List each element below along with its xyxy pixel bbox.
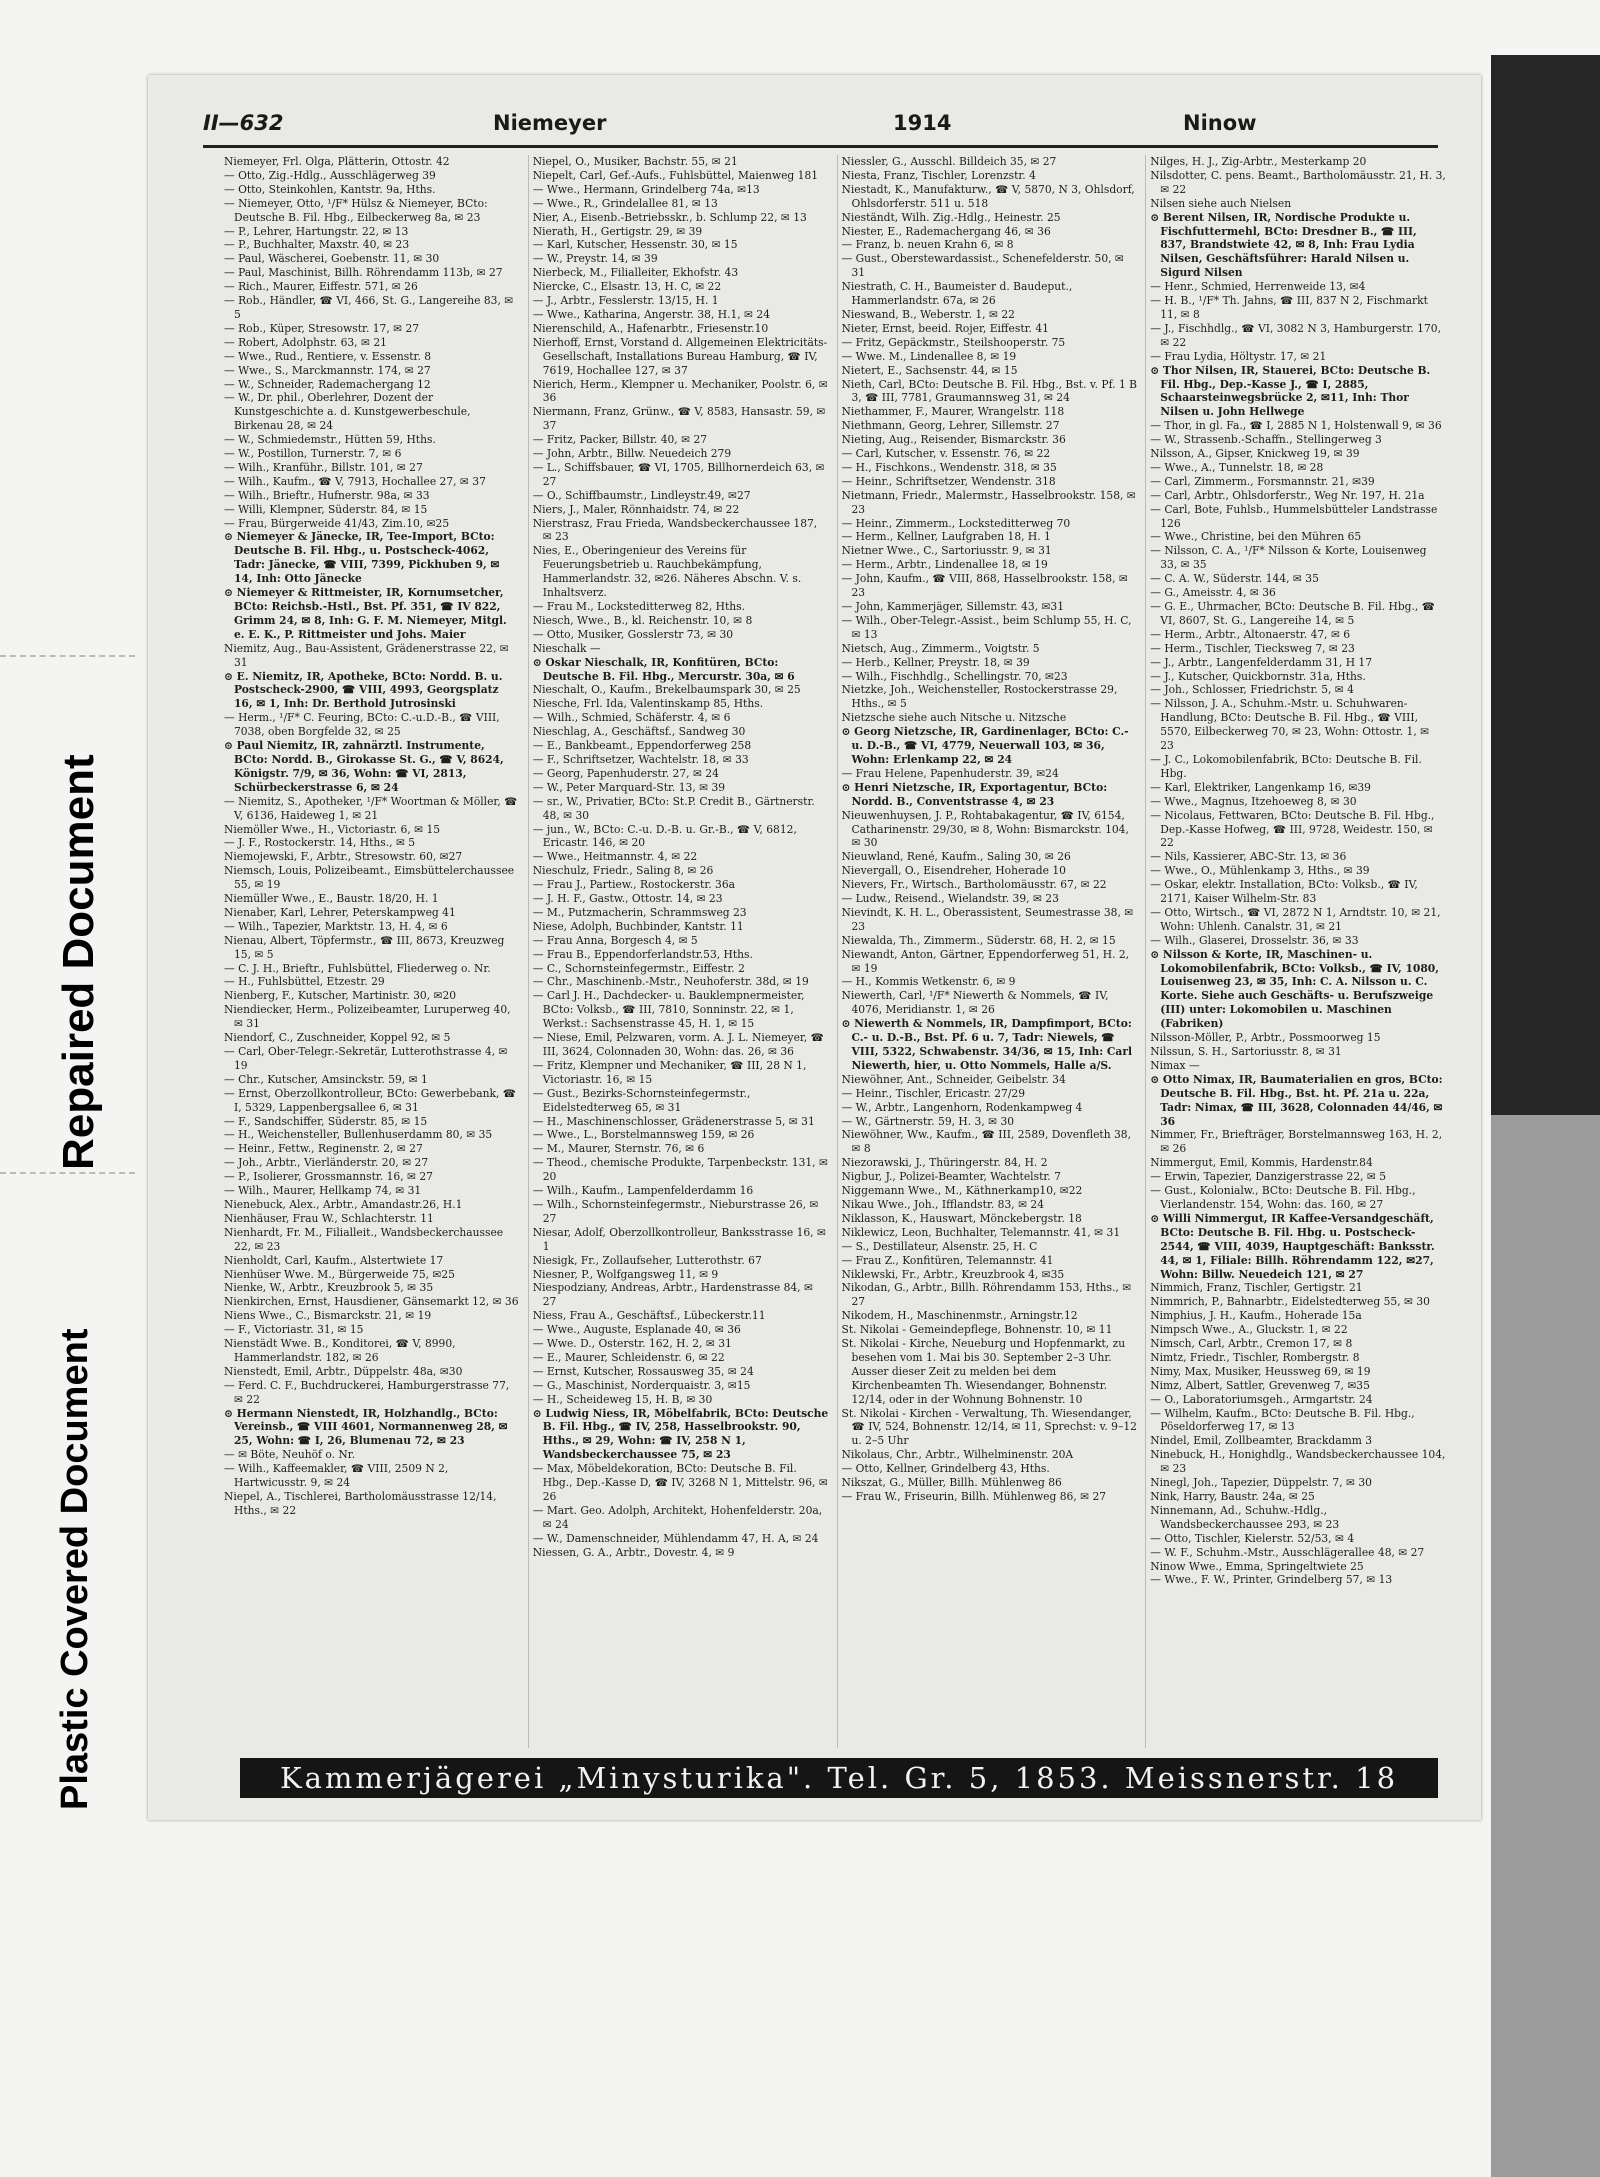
directory-entry: Nierstrasz, Frau Frieda, Wandsbeckerchaussee 187, ✉ 23 — [532, 516, 818, 544]
directory-entry: Nienebuck, Alex., Arbtr., Amandastr.26, H.1 — [224, 1197, 463, 1211]
directory-entry: Niesta, Franz, Tischler, Lorenzstr. 4 — [841, 168, 1036, 182]
directory-entry: ⊙ Georg Nietzsche, IR, Gardinenlager, BCto: C.- u. D.-B., ☎ VI, 4779, Neuerwall 103, ✉ 36, Wohn: Erlenkamp 22, ✉ 24 — [841, 725, 1129, 766]
directory-entry: — Fritz, Packer, Billstr. 40, ✉ 27 — [532, 433, 708, 447]
directory-entry: — Theod., chemische Produkte, Tarpenbeckstr. 131, ✉ 20 — [532, 1156, 828, 1184]
directory-entry: — Frau J., Partiew., Rostockerstr. 36a — [532, 878, 736, 892]
directory-entry: Nilsson, A., Gipser, Knickweg 19, ✉ 39 — [1150, 447, 1360, 461]
header-last-name: Ninow — [1183, 111, 1257, 135]
directory-entry: Niklewski, Fr., Arbtr., Kreuzbrook 4, ✉35 — [841, 1267, 1065, 1281]
directory-entry: — G., Ameisstr. 4, ✉ 36 — [1150, 586, 1276, 600]
directory-entry: — Wilh., Kaufm., ☎ V, 7913, Hochallee 27, ✉ 37 — [224, 474, 486, 488]
directory-entry: — Wwe., R., Grindelallee 81, ✉ 13 — [532, 196, 718, 210]
directory-entry: — Wilh., Kaufm., Lampenfelderdamm 16 — [532, 1184, 754, 1198]
directory-entry: ⊙ Thor Nilsen, IR, Stauerei, BCto: Deutsche B. Fil. Hbg., Dep.-Kasse J., ☎ I, 2885, Schaarsteinwegsbrücke 2, ✉11, Inh: Thor Nilsen u. John Hellwege — [1150, 363, 1431, 419]
directory-entry: — W., Schneider, Rademachergang 12 — [224, 377, 431, 391]
directory-entry: — Wilh., Glaserei, Drosselstr. 36, ✉ 33 — [1150, 933, 1359, 947]
directory-entry: — Paul, Wäscherei, Goebenstr. 11, ✉ 30 — [224, 252, 440, 266]
directory-entry: — S., Destillateur, Alsenstr. 25, H. C — [841, 1239, 1038, 1253]
directory-entry: Nieschulz, Friedr., Saling 8, ✉ 26 — [532, 864, 714, 878]
directory-entry: Nienau, Albert, Töpfermstr., ☎ III, 8673, Kreuzweg 15, ✉ 5 — [224, 933, 505, 961]
directory-entry: — Henr., Schmied, Herrenweide 13, ✉4 — [1150, 280, 1366, 294]
directory-entry: — Niemeyer, Otto, ¹/F* Hülsz & Niemeyer, BCto: Deutsche B. Fil. Hbg., Eilbeckerweg 8a, ✉ 23 — [224, 196, 488, 224]
directory-entry: — Carl, Ober-Telegr.-Sekretär, Lutterothstrasse 4, ✉ 19 — [224, 1045, 508, 1072]
directory-entry: Nietzsche siehe auch Nitsche u. Nitzsche — [841, 711, 1067, 725]
directory-entry: ⊙ Otto Nimax, IR, Baumaterialien en gros, BCto: Deutsche B. Fil. Hbg., Bst. ht. Pf. 21a u. 22a, Tadr: Nimax, ☎ III, 3628, Colonnaden 44/46, ✉ 36 — [1150, 1072, 1443, 1128]
directory-entry: Nietsch, Aug., Zimmerm., Voigtstr. 5 — [841, 641, 1040, 655]
directory-entry: — H., Maschinenschlosser, Grädenerstrasse 5, ✉ 31 — [532, 1114, 815, 1128]
directory-entry: Nieständt, Wilh. Zig.-Hdlg., Heinestr. 25 — [841, 210, 1061, 224]
directory-entry: Niklasson, K., Hauswart, Mönckebergstr. 18 — [841, 1211, 1082, 1225]
directory-entry: — Heinr., Zimmerm., Locksteditterweg 70 — [841, 516, 1071, 530]
directory-entry: Niepel, O., Musiker, Bachstr. 55, ✉ 21 — [532, 155, 738, 168]
directory-entry: Nilges, H. J., Zig-Arbtr., Mesterkamp 20 — [1150, 155, 1367, 168]
directory-entry: Nieswand, B., Weberstr. 1, ✉ 22 — [841, 307, 1015, 321]
directory-entry: Niezorawski, J., Thüringerstr. 84, H. 2 — [841, 1156, 1048, 1170]
directory-entry: Nienholdt, Carl, Kaufm., Alstertwiete 17 — [224, 1253, 444, 1267]
directory-entry: — Herm., Arbtr., Lindenallee 18, ✉ 19 — [841, 558, 1048, 572]
directory-entry: Nimpsch Wwe., A., Gluckstr. 1, ✉ 22 — [1150, 1323, 1348, 1337]
directory-entry: Nieschlag, A., Geschäftsf., Sandweg 30 — [532, 725, 746, 739]
directory-entry: — Wwe., Auguste, Esplanade 40, ✉ 36 — [532, 1323, 741, 1337]
directory-entry: — Thor, in gl. Fa., ☎ I, 2885 N 1, Holstenwall 9, ✉ 36 — [1150, 419, 1442, 433]
directory-entry: Nindel, Emil, Zollbeamter, Brackdamm 3 — [1150, 1434, 1373, 1448]
directory-entry: — Wwe. D., Osterstr. 162, H. 2, ✉ 31 — [532, 1337, 732, 1351]
directory-entry: — W., Postillon, Turnerstr. 7, ✉ 6 — [224, 447, 402, 461]
directory-entry: Niesner, P., Wolfgangsweg 11, ✉ 9 — [532, 1267, 719, 1281]
directory-entry: — Ernst, Kutscher, Rossausweg 35, ✉ 24 — [532, 1364, 754, 1378]
column-4 — [1145, 155, 1446, 1748]
directory-entry: — Ferd. C. F., Buchdruckerei, Hamburgerstrasse 77, ✉ 22 — [224, 1378, 510, 1406]
directory-entry: — H., Fuhlsbüttel, Etzestr. 29 — [224, 975, 385, 989]
directory-entry: Nimtz, Friedr., Tischler, Rombergstr. 8 — [1150, 1350, 1360, 1364]
directory-entry: Nimmich, Franz, Tischler, Gertigstr. 21 — [1150, 1281, 1363, 1295]
directory-entry: — W., Damenschneider, Mühlendamm 47, H. A, ✉ 24 — [532, 1531, 819, 1545]
directory-entry: Ninow Wwe., Emma, Springeltwiete 25 — [1150, 1559, 1364, 1573]
directory-entry: — M., Putzmacherin, Schrammsweg 23 — [532, 905, 747, 919]
directory-entry: Nigbur, J., Polizei-Beamter, Wachtelstr. 7 — [841, 1170, 1061, 1184]
directory-entry: — Gust., Kolonialw., BCto: Deutsche B. Fil. Hbg., Vierlandenstr. 154, Wohn: das. 160, ✉ 27 — [1150, 1184, 1416, 1211]
running-header — [203, 105, 1438, 148]
directory-entry: — Robert, Adolphstr. 63, ✉ 21 — [224, 335, 387, 349]
directory-entry: Nimsch, Carl, Arbtr., Cremon 17, ✉ 8 — [1150, 1337, 1353, 1351]
directory-entry: Nienstedt, Emil, Arbtr., Düppelstr. 48a, ✉30 — [224, 1364, 463, 1378]
directory-entry: — Frau M., Locksteditterweg 82, Hths. — [532, 600, 746, 613]
directory-entry: — Heinr., Tischler, Ericastr. 27/29 — [841, 1086, 1026, 1100]
directory-entry: — J., Arbtr., Fesslerstr. 13/15, H. 1 — [532, 294, 719, 308]
directory-entry: — Wilh., Tapezier, Marktstr. 13, H. 4, ✉ 6 — [224, 919, 448, 933]
directory-entry: — Chr., Maschinenb.-Mstr., Neuhoferstr. 38d, ✉ 19 — [532, 975, 809, 989]
directory-entry: — W., Peter Marquard-Str. 13, ✉ 39 — [532, 780, 726, 794]
directory-entry: Niggemann Wwe., M., Käthnerkamp10, ✉22 — [841, 1184, 1083, 1198]
directory-entry: Nimmergut, Emil, Kommis, Hardenstr.84 — [1150, 1156, 1373, 1170]
directory-entry: Nilssun, S. H., Sartoriusstr. 8, ✉ 31 — [1150, 1045, 1342, 1058]
directory-entry: — Erwin, Tapezier, Danzigerstrasse 22, ✉ 5 — [1150, 1170, 1387, 1184]
directory-entry: — F., Sandschiffer, Süderstr. 85, ✉ 15 — [224, 1114, 428, 1128]
directory-entry: — W., Dr. phil., Oberlehrer, Dozent der Kunstgeschichte a. d. Kunstgewerbeschule, Birkenau 28, ✉ 24 — [224, 391, 471, 433]
header-first-name: Niemeyer — [493, 111, 607, 135]
directory-entry: — Wwe., Magnus, Itzehoeweg 8, ✉ 30 — [1150, 794, 1357, 808]
directory-entry: Nienhäuser, Frau W., Schlachterstr. 11 — [224, 1211, 434, 1225]
directory-entry: Niepel, A., Tischlerei, Bartholomäusstrasse 12/14, Hths., ✉ 22 — [224, 1490, 497, 1517]
directory-entry: — Nicolaus, Fettwaren, BCto: Deutsche B. Fil. Hbg., Dep.-Kasse Hofweg, ☎ III, 9728, Weidestr. 150, ✉ 22 — [1150, 808, 1435, 850]
directory-entry: Niermann, Franz, Grünw., ☎ V, 8583, Hansastr. 59, ✉ 37 — [532, 405, 826, 433]
directory-entry: — Niese, Emil, Pelzwaren, vorm. A. J. L. Niemeyer, ☎ III, 3624, Colonnaden 30, Wohn: das. 26, ✉ 36 — [532, 1031, 824, 1058]
directory-entry: — J. H. F., Gastw., Ottostr. 14, ✉ 23 — [532, 892, 723, 906]
directory-entry: — Herm., Kellner, Laufgraben 18, H. 1 — [841, 530, 1051, 544]
directory-entry: — H., Fischkons., Wendenstr. 318, ✉ 35 — [841, 460, 1057, 474]
directory-entry: — C. J. H., Brieftr., Fuhlsbüttel, Fliederweg o. Nr. — [224, 961, 491, 975]
directory-entry: — F., Schriftsetzer, Wachtelstr. 18, ✉ 33 — [532, 752, 749, 766]
directory-entry: — Herm., ¹/F* C. Feuring, BCto: C.-u.D.-B., ☎ VIII, 7038, oben Borgfelde 32, ✉ 25 — [224, 711, 500, 739]
directory-entry: ⊙ Hermann Nienstedt, IR, Holzhandlg., BCto: Vereinsb., ☎ VIII 4601, Normannenweg 28, ✉ 25, Wohn: ☎ I, 26, Blumenau 72, ✉ 23 — [224, 1406, 508, 1448]
directory-entry: — John, Arbtr., Billw. Neuedeich 279 — [532, 447, 732, 461]
directory-entry: Nietzke, Joh., Weichensteller, Rostockerstrasse 29, Hths., ✉ 5 — [841, 683, 1118, 711]
directory-entry: — Wwe., Rud., Rentiere, v. Essenstr. 8 — [224, 349, 432, 363]
directory-entry: Niewöhner, Ant., Schneider, Geibelstr. 34 — [841, 1072, 1066, 1086]
directory-entry: — Oskar, elektr. Installation, BCto: Volksb., ☎ IV, 2171, Kaiser Wilhelm-Str. 83 — [1150, 878, 1418, 906]
directory-entry: — Chr., Kutscher, Amsinckstr. 59, ✉ 1 — [224, 1072, 428, 1086]
directory-entry: — Otto, Tischler, Kielerstr. 52/53, ✉ 4 — [1150, 1531, 1355, 1545]
directory-entry: Nieting, Aug., Reisender, Bismarckstr. 36 — [841, 433, 1066, 447]
directory-entry: Niendiecker, Herm., Polizeibeamter, Luruperweg 40, ✉ 31 — [224, 1003, 511, 1031]
directory-entry: — Carl J. H., Dachdecker- u. Bauklempnermeister, BCto: Volksb., ☎ III, 7810, Sonninstr. 22, ✉ 1, Werkst.: Sachsenstrasse 45, H. 1, ✉ 15 — [532, 989, 805, 1031]
directory-entry: — Ludw., Reisend., Wielandstr. 39, ✉ 23 — [841, 892, 1059, 906]
directory-page — [148, 75, 1481, 1820]
directory-entry: — Wilh., Schmied, Schäferstr. 4, ✉ 6 — [532, 711, 731, 725]
directory-entry: — Wilh., Fischhdlg., Schellingstr. 70, ✉23 — [841, 669, 1068, 683]
directory-entry: — Rich., Maurer, Eiffestr. 571, ✉ 26 — [224, 280, 418, 294]
directory-entry: — Wwe., Christine, bei den Mühren 65 — [1150, 530, 1362, 544]
directory-entry: — Carl, Kutscher, v. Essenstr. 76, ✉ 22 — [841, 447, 1051, 461]
directory-entry: Nimy, Max, Musiker, Heussweg 69, ✉ 19 — [1150, 1364, 1371, 1378]
directory-entry: — Franz, b. neuen Krahn 6, ✉ 8 — [841, 238, 1014, 252]
directory-entry: ⊙ Willi Nimmergut, IR Kaffee-Versandgeschäft, BCto: Deutsche B. Fil. Hbg. u. Postscheck-2544, ☎ VIII, 4039, Hauptgeschäft: Banksstr. 44, ✉ 1, Filiale: Billh. Röhrendamm 122, ✉27, Wohn: Billw. Neuedeich 121, ✉ 27 — [1150, 1211, 1435, 1281]
directory-entry: — Frau Lydia, Höltystr. 17, ✉ 21 — [1150, 349, 1327, 363]
directory-entry: — C. A. W., Süderstr. 144, ✉ 35 — [1150, 572, 1319, 586]
directory-entry: Niese, Adolph, Buchbinder, Kantstr. 11 — [532, 919, 744, 933]
directory-entry: Nienberg, F., Kutscher, Martinistr. 30, ✉20 — [224, 989, 457, 1003]
directory-entry: — Gust., Oberstewardassist., Schenefelderstr. 50, ✉ 31 — [841, 252, 1124, 280]
directory-entry: — Wilh., Ober-Telegr.-Assist., beim Schlump 55, H. C, ✉ 13 — [841, 613, 1132, 641]
directory-entry: Nilsen siehe auch Nielsen — [1150, 196, 1292, 210]
directory-entry: ⊙ Niemeyer & Jänecke, IR, Tee-Import, BCto: Deutsche B. Fil. Hbg., u. Postscheck-4062, Tadr: Jänecke, ☎ VIII, 7399, Pickhuben 9, ✉ 14, Inh: Otto Jänecke — [224, 530, 500, 586]
directory-entry: — W., Arbtr., Langenhorn, Rodenkampweg 4 — [841, 1100, 1083, 1114]
directory-entry: Niesigk, Fr., Zollaufseher, Lutterothstr. 67 — [532, 1253, 762, 1267]
directory-entry: — Gust., Bezirks-Schornsteinfegermstr., Eidelstedterweg 65, ✉ 31 — [532, 1086, 751, 1114]
directory-entry: Nienkirchen, Ernst, Hausdiener, Gänsemarkt 12, ✉ 36 — [224, 1295, 519, 1309]
directory-entry: — Frau, Bürgerweide 41/43, Zim.10, ✉25 — [224, 516, 450, 530]
directory-entry: — Otto, Kellner, Grindelberg 43, Hths. — [841, 1462, 1050, 1476]
directory-entry: — M., Maurer, Sternstr. 76, ✉ 6 — [532, 1142, 705, 1156]
directory-entry: — G., Maschinist, Norderquaistr. 3, ✉15 — [532, 1378, 751, 1392]
directory-entry: Ninnemann, Ad., Schuhw.-Hdlg., Wandsbeckerchaussee 293, ✉ 23 — [1150, 1503, 1340, 1531]
directory-entry: Nienstädt Wwe. B., Konditorei, ☎ V, 8990, Hammerlandstr. 182, ✉ 26 — [224, 1337, 456, 1364]
directory-entry: — Wilh., Kaffeemakler, ☎ VIII, 2509 N 2, Hartwicusstr. 9, ✉ 24 — [224, 1462, 449, 1490]
directory-entry: Niewöhner, Ww., Kaufm., ☎ III, 2589, Dovenfleth 38, ✉ 8 — [841, 1128, 1132, 1156]
directory-entry: Nimmrich, P., Bahnarbtr., Eidelstedterweg 55, ✉ 30 — [1150, 1295, 1430, 1309]
repaired-document-label: Repaired Document — [54, 754, 103, 1170]
directory-entry: St. Nikolai - Kirche, Neueburg und Hopfenmarkt, zu besehen vom 1. Mai bis 30. September 2–3 Uhr. Ausser dieser Zeit zu melden bei dem Kirchenbeamten Th. Wiesendanger, Bohnenstr. 12/14, oder in der Wohnung Bohnenstr. 10 — [841, 1337, 1126, 1406]
directory-entry: — sr., W., Privatier, BCto: St.P. Credit B., Gärtnerstr. 48, ✉ 30 — [532, 794, 815, 822]
directory-entry: Nienke, W., Arbtr., Kreuzbrook 5, ✉ 35 — [224, 1281, 434, 1295]
directory-entry: Niester, E., Rademachergang 46, ✉ 36 — [841, 224, 1051, 238]
directory-entry: Niewalda, Th., Zimmerm., Süderstr. 68, H. 2, ✉ 15 — [841, 933, 1116, 947]
directory-entry: — Carl, Bote, Fuhlsb., Hummelsbütteler Landstrasse 126 — [1150, 502, 1438, 530]
directory-entry: ⊙ Paul Niemitz, IR, zahnärztl. Instrumente, BCto: Nordd. B., Girokasse St. G., ☎ V, 8624, Königstr. 7/9, ✉ 36, Wohn: ☎ VI, 2813, Schürbeckerstrasse 6, ✉ 24 — [224, 739, 504, 794]
directory-entry: — ✉ Böte, Neuhöf o. Nr. — [224, 1448, 356, 1462]
directory-entry: — Frau Z., Konfitüren, Telemannstr. 41 — [841, 1253, 1054, 1267]
directory-entry: — Fritz, Gepäckmstr., Steilshooperstr. 75 — [841, 335, 1066, 349]
directory-entry: Niemitz, Aug., Bau-Assistent, Grädenerstrasse 22, ✉ 31 — [224, 641, 509, 669]
directory-entry: Nievergall, O., Eisendreher, Hoherade 10 — [841, 864, 1066, 878]
directory-entry: — Ernst, Oberzollkontrolleur, BCto: Gewerbebank, ☎ I, 5329, Lappenbergsallee 6, ✉ 31 — [224, 1086, 517, 1114]
directory-entry: — H., Scheideweg 15, H. B, ✉ 30 — [532, 1392, 713, 1406]
directory-entry: Niesche, Frl. Ida, Valentinskamp 85, Hths. — [532, 697, 764, 711]
directory-entry: — F., Victoriastr. 31, ✉ 15 — [224, 1323, 364, 1337]
directory-entry: Nienhardt, Fr. M., Filialleit., Wandsbeckerchaussee 22, ✉ 23 — [224, 1225, 504, 1253]
directory-entry: Nikszat, G., Müller, Billh. Mühlenweg 86 — [841, 1476, 1062, 1490]
directory-entry: Nies, E., Oberingenieur des Vereins für Feuerungsbetrieb u. Rauchbekämpfung, Hammerlandstr. 32, ✉26. Näheres Abschn. V. s. Inhaltsverz. — [532, 544, 802, 600]
directory-entry: — Wwe., Katharina, Angerstr. 38, H.1, ✉ 24 — [532, 307, 771, 321]
directory-entry: Nieuwenhuysen, J. P., Rohtabakagentur, ☎ IV, 6154, Catharinenstr. 29/30, ✉ 8, Wohn: Bismarckstr. 104, ✉ 30 — [841, 808, 1129, 850]
directory-entry: ⊙ Nilsson & Korte, IR, Maschinen- u. Lokomobilenfabrik, BCto: Volksb., ☎ IV, 1080, Louisenweg 23, ✉ 35, Inh: C. A. Nilsson u. C. Korte. Siehe auch Geschäfts- u. Berufszweige (III) unter: Lokomobilen u. Maschinen (Fabriken) — [1150, 947, 1439, 1031]
directory-entry: Nimmer, Fr., Briefträger, Borstelmannsweg 163, H. 2, ✉ 26 — [1150, 1128, 1443, 1156]
directory-entry: Nieschalk — — [532, 641, 601, 655]
directory-entry: Nietmann, Friedr., Malermstr., Hasselbrookstr. 158, ✉ 23 — [841, 488, 1136, 516]
directory-entry: ⊙ Oskar Nieschalk, IR, Konfitüren, BCto: Deutsche B. Fil. Hbg., Mercurstr. 30a, ✉ 6 — [532, 655, 795, 683]
directory-entry: — Wwe., Heitmannstr. 4, ✉ 22 — [532, 850, 698, 864]
directory-entry: Niestadt, K., Manufakturw., ☎ V, 5870, N 3, Ohlsdorf, Ohlsdorferstr. 511 u. 518 — [841, 182, 1135, 210]
directory-entry: Nilsdotter, C. pens. Beamt., Bartholomäusstr. 21, H. 3, ✉ 22 — [1150, 168, 1446, 196]
directory-entry: ⊙ Ludwig Niess, IR, Möbelfabrik, BCto: Deutsche B. Fil. Hbg., ☎ IV, 258, Hasselbrookstr. 90, Hths., ✉ 29, Wohn: ☎ IV, 258 N 1, Wandsbeckerchaussee 75, ✉ 23 — [532, 1406, 829, 1462]
directory-entry: Niens Wwe., C., Bismarckstr. 21, ✉ 19 — [224, 1309, 432, 1323]
scan-edge-dark — [1491, 55, 1600, 1115]
directory-entry: Nierath, H., Gertigstr. 29, ✉ 39 — [532, 224, 703, 238]
directory-entry: — P., Buchhalter, Maxstr. 40, ✉ 23 — [224, 238, 410, 252]
directory-entry: — W., Preystr. 14, ✉ 39 — [532, 252, 658, 266]
directory-entry: — Joh., Arbtr., Vierländerstr. 20, ✉ 27 — [224, 1156, 429, 1170]
directory-entry: — Carl, Arbtr., Ohlsdorferstr., Weg Nr. 197, H. 21a — [1150, 488, 1425, 502]
directory-entry: — Herm., Tischler, Tiecksweg 7, ✉ 23 — [1150, 641, 1355, 655]
directory-entry: Nilsson-Möller, P., Arbtr., Possmoorweg 15 — [1150, 1031, 1381, 1045]
directory-entry: — Karl, Elektriker, Langenkamp 16, ✉39 — [1150, 780, 1371, 794]
directory-entry: Nimax — — [1150, 1058, 1200, 1072]
directory-entry: Nierenschild, A., Hafenarbtr., Friesenstr.10 — [532, 321, 769, 335]
directory-entry: Nikodem, H., Maschinenmstr., Arningstr.12 — [841, 1309, 1078, 1323]
directory-entry: Niesch, Wwe., B., kl. Reichenstr. 10, ✉ 8 — [532, 613, 753, 627]
directory-entry: Nier, A., Eisenb.-Betriebsskr., b. Schlump 22, ✉ 13 — [532, 210, 807, 224]
directory-entry: — Frau W., Friseurin, Billh. Mühlenweg 86, ✉ 27 — [841, 1490, 1107, 1503]
directory-entry: — Georg, Papenhuderstr. 27, ✉ 24 — [532, 766, 719, 780]
directory-entry: Nierhoff, Ernst, Vorstand d. Allgemeinen Elektricitäts-Gesellschaft, Installations Bureau Hamburg, ☎ IV, 7619, Hochallee 127, ✉ 37 — [532, 335, 828, 377]
directory-entry: Niemöller Wwe., H., Victoriastr. 6, ✉ 15 — [224, 822, 441, 836]
scan-edge-grey — [1491, 1115, 1600, 2177]
directory-entry: Niemeyer, Frl. Olga, Plätterin, Ottostr. 42 — [224, 155, 450, 168]
directory-entry: — Wwe., L., Borstelmannsweg 159, ✉ 26 — [532, 1128, 755, 1142]
header-year: 1914 — [893, 111, 952, 135]
directory-entry: Niessen, G. A., Arbtr., Dovestr. 4, ✉ 9 — [532, 1545, 735, 1559]
directory-entry: — Max, Möbeldekoration, BCto: Deutsche B. Fil. Hbg., Dep.-Kasse D, ☎ IV, 3268 N 1, Mittelstr. 96, ✉ 26 — [532, 1462, 828, 1503]
directory-entry: — W. F., Schuhm.-Mstr., Ausschlägerallee 48, ✉ 27 — [1150, 1545, 1425, 1559]
directory-entry: Niestrath, C. H., Baumeister d. Baudeput., Hammerlandstr. 67a, ✉ 26 — [841, 280, 1073, 308]
directory-entry: ⊙ Berent Nilsen, IR, Nordische Produkte u. Fischfuttermehl, BCto: Dresdner B., ☎ III, 837, Brandstwiete 42, ✉ 8, Inh: Frau Lydia Nilsen, Geschäftsführer: Harald Nilsen u. Sigurd Nilsen — [1150, 210, 1417, 280]
directory-entry: — Frau Anna, Borgesch 4, ✉ 5 — [532, 933, 698, 947]
directory-entry: ⊙ Niemeyer & Rittmeister, IR, Kornumsetcher, BCto: Reichsb.-Hstl., Bst. Pf. 351, ☎ IV 822, Grimm 24, ✉ 8, Inh: G. F. M. Niemeyer, Mitgl. e. E. K., P. Rittmeister und Johs. Maier — [224, 586, 507, 641]
directory-entry: Niklewicz, Leon, Buchhalter, Telemannstr. 41, ✉ 31 — [841, 1225, 1121, 1239]
directory-entry: Niesar, Adolf, Oberzollkontrolleur, Banksstrasse 16, ✉ 1 — [532, 1225, 826, 1253]
directory-entry: Nierbeck, M., Filialleiter, Ekhofstr. 43 — [532, 266, 739, 280]
directory-entry: — Wilh., Brieftr., Hufnerstr. 98a, ✉ 33 — [224, 488, 430, 502]
directory-entry: — Otto, Musiker, Gosslerstr 73, ✉ 30 — [532, 627, 734, 641]
directory-entry: — John, Kammerjäger, Sillemstr. 43, ✉31 — [841, 600, 1064, 613]
directory-entry: Niendorf, C., Zuschneider, Koppel 92, ✉ 5 — [224, 1031, 451, 1045]
directory-entry: — Willi, Klempner, Süderstr. 84, ✉ 15 — [224, 502, 428, 516]
divider-dashed-top — [0, 655, 135, 657]
directory-entry: — Nilsson, C. A., ¹/F* Nilsson & Korte, Louisenweg 33, ✉ 35 — [1150, 544, 1427, 572]
directory-entry: Nieschalt, O., Kaufm., Brekelbaumspark 30, ✉ 25 — [532, 683, 801, 697]
directory-entry: — Wwe., F. W., Printer, Grindelberg 57, ✉ 13 — [1150, 1573, 1393, 1587]
directory-entry: — W., Schmiedemstr., Hütten 59, Hths. — [224, 433, 436, 447]
directory-entry: — Wilh., Maurer, Hellkamp 74, ✉ 31 — [224, 1184, 422, 1198]
directory-entry: — Frau B., Eppendorferlandstr.53, Hths. — [532, 947, 753, 961]
directory-entry: Niemüller Wwe., E., Baustr. 18/20, H. 1 — [224, 892, 439, 906]
directory-entry: Nimphius, J. H., Kaufm., Hoherade 15a — [1150, 1309, 1362, 1323]
directory-entry: — Carl, Zimmerm., Forsmannstr. 21, ✉39 — [1150, 474, 1375, 488]
directory-entry: Niemojewski, F., Arbtr., Stresowstr. 60, ✉27 — [224, 850, 463, 864]
directory-entry: — Otto, Steinkohlen, Kantstr. 9a, Hths. — [224, 182, 436, 196]
directory-entry: Niess, Frau A., Geschäftsf., Lübeckerstr.11 — [532, 1309, 766, 1323]
directory-entry: Nievers, Fr., Wirtsch., Bartholomäusstr. 67, ✉ 22 — [841, 878, 1107, 892]
directory-entry: — O., Laboratoriumsgeh., Armgartstr. 24 — [1150, 1392, 1373, 1406]
page-number: II—632 — [203, 111, 284, 135]
directory-entry: — C., Schornsteinfegermstr., Eiffestr. 2 — [532, 961, 745, 975]
directory-entry: St. Nikolai - Gemeindepflege, Bohnenstr. 10, ✉ 11 — [841, 1323, 1113, 1337]
directory-entry: St. Nikolai - Kirchen - Verwaltung, Th. Wiesendanger, ☎ IV, 524, Bohnenstr. 12/14, ✉ 11, Sprechst: v. 9–12 u. 2–5 Uhr — [841, 1406, 1137, 1448]
directory-entry: — Mart. Geo. Adolph, Architekt, Hohenfelderstr. 20a, ✉ 24 — [532, 1503, 823, 1531]
directory-entry: — Nilsson, J. A., Schuhm.-Mstr. u. Schuhwaren-Handlung, BCto: Deutsche B. Fil. Hbg., ☎ VIII, 5570, Eilbeckerweg 70, ✉ 23, Wohn: Ottostr. 1, ✉ 23 — [1150, 697, 1430, 753]
directory-entry: — Wwe., A., Tunnelstr. 18, ✉ 28 — [1150, 460, 1324, 474]
directory-entry: — O., Schiffbaumstr., Lindleystr.49, ✉27 — [532, 488, 751, 502]
directory-entry: — Karl, Kutscher, Hessenstr. 30, ✉ 15 — [532, 238, 738, 252]
directory-entry: — J. F., Rostockerstr. 14, Hths., ✉ 5 — [224, 836, 416, 850]
directory-entry: — Joh., Schlosser, Friedrichstr. 5, ✉ 4 — [1150, 683, 1354, 697]
directory-entry: Ninegl, Joh., Tapezier, Düppelstr. 7, ✉ 30 — [1150, 1476, 1372, 1490]
column-3 — [837, 155, 1138, 1748]
directory-entry: Nimz, Albert, Sattler, Grevenweg 7, ✉35 — [1150, 1378, 1370, 1392]
column-2 — [528, 155, 829, 1748]
directory-entry: — Otto, Wirtsch., ☎ VI, 2872 N 1, Arndtstr. 10, ✉ 21, Wohn: Uhlenh. Canalstr. 31, ✉ 21 — [1150, 905, 1441, 933]
directory-entry: — Wilh., Kranführ., Billstr. 101, ✉ 27 — [224, 460, 423, 474]
directory-entry: Niespodziany, Andreas, Arbtr., Hardenstrasse 84, ✉ 27 — [532, 1281, 813, 1309]
directory-entry: Nievindt, K. H. L., Oberassistent, Seumestrasse 38, ✉ 23 — [841, 905, 1134, 933]
directory-entry: — H. B., ¹/F* Th. Jahns, ☎ III, 837 N 2, Fischmarkt 11, ✉ 8 — [1150, 294, 1428, 321]
directory-entry: Niercke, C., Elsastr. 13, H. C, ✉ 22 — [532, 280, 722, 294]
directory-entry: Niethmann, Georg, Lehrer, Sillemstr. 27 — [841, 419, 1060, 433]
directory-entry: — jun., W., BCto: C.-u. D.-B. u. Gr.-B., ☎ V, 6812, Ericastr. 146, ✉ 20 — [532, 822, 797, 850]
directory-entry: Nieter, Ernst, beeid. Rojer, Eiffestr. 41 — [841, 321, 1049, 335]
advert-banner: Kammerjägerei „Minysturika". Tel. Gr. 5, 1853. Meissnerstr. 18 — [240, 1758, 1438, 1798]
directory-entry: Niewerth, Carl, ¹/F* Niewerth & Nommels, ☎ IV, 4076, Meridianstr. 1, ✉ 26 — [841, 989, 1109, 1017]
directory-entry: — Nils, Kassierer, ABC-Str. 13, ✉ 36 — [1150, 850, 1347, 864]
directory-entry: ⊙ E. Niemitz, IR, Apotheke, BCto: Nordd. B. u. Postscheck-2900, ☎ VIII, 4993, Georgsplatz 16, ✉ 1, Inh: Dr. Berthold Jutrosinski — [224, 669, 503, 711]
directory-entry: — Herm., Arbtr., Altonaerstr. 47, ✉ 6 — [1150, 627, 1351, 641]
directory-entry: — Wilhelm, Kaufm., BCto: Deutsche B. Fil. Hbg., Pöseldorferweg 17, ✉ 13 — [1150, 1406, 1415, 1434]
directory-entry: Nienaber, Karl, Lehrer, Peterskampweg 41 — [224, 905, 456, 919]
directory-entry: — Wwe., Hermann, Grindelberg 74a, ✉13 — [532, 182, 760, 196]
directory-entry: — Wwe., S., Marckmannstr. 174, ✉ 27 — [224, 363, 431, 377]
directory-entry: — W., Gärtnerstr. 59, H. 3, ✉ 30 — [841, 1114, 1015, 1128]
directory-entry: Nikolaus, Chr., Arbtr., Wilhelminenstr. 20A — [841, 1448, 1074, 1462]
directory-entry: — J., Fischhdlg., ☎ VI, 3082 N 3, Hamburgerstr. 170, ✉ 22 — [1150, 321, 1441, 349]
directory-entry: — Fritz, Klempner und Mechaniker, ☎ III, 28 N 1, Victoriastr. 16, ✉ 15 — [532, 1058, 807, 1086]
directory-entry: — Rob., Händler, ☎ VI, 466, St. G., Langereihe 83, ✉ 5 — [224, 294, 514, 321]
directory-entry: — J., Arbtr., Langenfelderdamm 31, H 17 — [1150, 655, 1373, 669]
directory-entry: Niemsch, Louis, Polizeibeamt., Eimsbüttelerchaussee 55, ✉ 19 — [224, 864, 515, 892]
directory-entry: Nikau Wwe., Joh., Ifflandstr. 83, ✉ 24 — [841, 1197, 1045, 1211]
directory-entry: — G. E., Uhrmacher, BCto: Deutsche B. Fil. Hbg., ☎ VI, 8607, St. G., Langereihe 14, ✉ 5 — [1150, 600, 1436, 627]
directory-entry: — H., Weichensteller, Bullenhuserdamm 80, ✉ 35 — [224, 1128, 493, 1142]
directory-entry: — E., Bankbeamt., Eppendorferweg 258 — [532, 739, 752, 753]
directory-entry: Niers, J., Maler, Rönnhaidstr. 74, ✉ 22 — [532, 502, 740, 516]
directory-entry: — Frau Helene, Papenhuderstr. 39, ✉24 — [841, 766, 1059, 780]
directory-entry: Niewandt, Anton, Gärtner, Eppendorferweg 51, H. 2, ✉ 19 — [841, 947, 1130, 975]
directory-entry: Nieuwland, René, Kaufm., Saling 30, ✉ 26 — [841, 850, 1071, 864]
directory-entry: — Wilh., Schornsteinfegermstr., Nieburstrasse 26, ✉ 27 — [532, 1197, 819, 1225]
directory-entry: Nieth, Carl, BCto: Deutsche B. Fil. Hbg., Bst. v. Pf. 1 B 3, ☎ III, 7781, Graumannsweg 31, ✉ 24 — [841, 377, 1138, 405]
directory-entry: Ninebuck, H., Honighdlg., Wandsbeckerchaussee 104, ✉ 23 — [1150, 1448, 1446, 1476]
directory-entry: Nierich, Herm., Klempner u. Mechaniker, Poolstr. 6, ✉ 36 — [532, 377, 828, 405]
directory-entry: Nink, Harry, Baustr. 24a, ✉ 25 — [1150, 1490, 1315, 1503]
directory-entry: — L., Schiffsbauer, ☎ VI, 1705, Billhornerdeich 63, ✉ 27 — [532, 460, 825, 488]
directory-entry: — Herb., Kellner, Preystr. 18, ✉ 39 — [841, 655, 1030, 669]
directory-entry: — E., Maurer, Schleidenstr. 6, ✉ 22 — [532, 1350, 725, 1364]
directory-entry: ⊙ Niewerth & Nommels, IR, Dampfimport, BCto: C.- u. D.-B., Bst. Pf. 6 u. 7, Tadr: Niewels, ☎ VIII, 5322, Schwabenstr. 34/36, ✉ 15, Inh: Carl Niewerth, hier, u. Otto Nommels, Halle a/S. — [841, 1017, 1133, 1072]
directory-entry: — H., Kommis Wetkenstr. 6, ✉ 9 — [841, 975, 1016, 989]
directory-entry: — P., Lehrer, Hartungstr. 22, ✉ 13 — [224, 224, 409, 238]
directory-entry: — Wwe., O., Mühlenkamp 3, Hths., ✉ 39 — [1150, 864, 1370, 878]
directory-entry: — P., Isolierer, Grossmannstr. 16, ✉ 27 — [224, 1170, 433, 1184]
directory-entry: ⊙ Henri Nietzsche, IR, Exportagentur, BCto: Nordd. B., Conventstrasse 4, ✉ 23 — [841, 780, 1108, 808]
directory-entry: — John, Kaufm., ☎ VIII, 868, Hasselbrookstr. 158, ✉ 23 — [841, 572, 1128, 600]
directory-entry: — Rob., Küper, Stresowstr. 17, ✉ 27 — [224, 321, 420, 335]
directory-entry: Nikodan, G., Arbtr., Billh. Röhrendamm 153, Hths., ✉ 27 — [841, 1281, 1132, 1309]
directory-entry: — J., Kutscher, Quickbornstr. 31a, Hths. — [1150, 669, 1366, 683]
divider-dashed-mid — [0, 1172, 135, 1174]
directory-entry: Niethammer, F., Maurer, Wrangelstr. 118 — [841, 405, 1065, 419]
column-1 — [224, 155, 520, 1748]
directory-entry: — J. C., Lokomobilenfabrik, BCto: Deutsche B. Fil. Hbg. — [1150, 752, 1422, 780]
directory-columns — [224, 155, 1446, 1748]
directory-entry: — Niemitz, S., Apotheker, ¹/F* Woortman & Möller, ☎ V, 6136, Haideweg 1, ✉ 21 — [224, 794, 518, 822]
directory-entry: — Heinr., Fettw., Reginenstr. 2, ✉ 27 — [224, 1142, 423, 1156]
directory-entry: Niepelt, Carl, Gef.-Aufs., Fuhlsbüttel, Maienweg 181 — [532, 168, 819, 182]
directory-entry: — Wwe. M., Lindenallee 8, ✉ 19 — [841, 349, 1017, 363]
directory-entry: — Paul, Maschinist, Billh. Röhrendamm 113b, ✉ 27 — [224, 266, 503, 280]
directory-entry: Nienhüser Wwe. M., Bürgerweide 75, ✉25 — [224, 1267, 455, 1281]
directory-entry: Nietner Wwe., C., Sartoriusstr. 9, ✉ 31 — [841, 544, 1052, 558]
directory-entry: — W., Strassenb.-Schaffn., Stellingerweg 3 — [1150, 433, 1382, 447]
plastic-covered-label: Plastic Covered Document — [54, 1328, 96, 1810]
directory-entry: — Otto, Zig.-Hdlg., Ausschlägerweg 39 — [224, 168, 436, 182]
directory-entry: Nietert, E., Sachsenstr. 44, ✉ 15 — [841, 363, 1018, 377]
directory-entry: — Heinr., Schriftsetzer, Wendenstr. 318 — [841, 474, 1056, 488]
directory-entry: Niessler, G., Ausschl. Billdeich 35, ✉ 27 — [841, 155, 1057, 168]
